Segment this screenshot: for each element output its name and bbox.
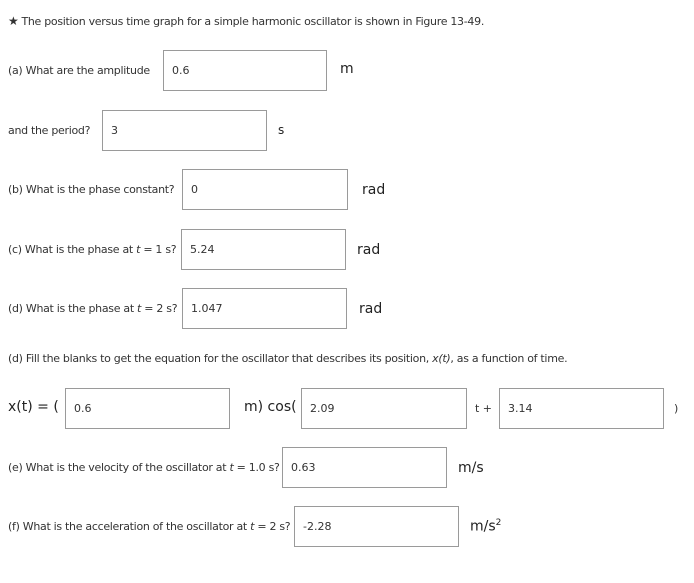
question-e-label: (e) What is the velocity of the oscillator at t = 1.0 s? <box>8 461 280 474</box>
question-d-equation-label: (d) Fill the blanks to get the equation for the oscillator that describes its position, x(t), as a function of time. <box>8 352 568 365</box>
equation-tplus-text: t + <box>475 402 493 415</box>
phase-t1-input[interactable] <box>181 229 346 270</box>
acceleration-input[interactable] <box>294 506 459 547</box>
equation-amplitude-input[interactable] <box>65 388 230 429</box>
amplitude-unit: m <box>340 61 354 77</box>
question-c-label: (c) What is the phase at t = 1 s? <box>8 243 177 256</box>
acceleration-unit: $m/s^2$ <box>470 518 502 535</box>
question-f-label: (f) What is the acceleration of the oscillator at t = 2 s? <box>8 520 291 533</box>
equation-close-paren: ) <box>674 402 679 415</box>
star-icon: ★ <box>8 14 19 28</box>
equation-cos-text: m) cos( <box>244 399 297 415</box>
period-label: and the period? <box>8 124 91 137</box>
phase-t1-unit: rad <box>357 242 381 258</box>
amplitude-input[interactable] <box>163 50 327 91</box>
phase-constant-input[interactable] <box>182 169 348 210</box>
velocity-unit: m/s <box>458 460 484 476</box>
equation-omega-input[interactable] <box>301 388 467 429</box>
question-a-label: (a) What are the amplitude <box>8 64 150 77</box>
question-d-phase-label: (d) What is the phase at t = 2 s? <box>8 302 178 315</box>
phase-constant-unit: rad <box>362 182 386 198</box>
phase-t2-unit: rad <box>359 301 383 317</box>
equation-phase-input[interactable] <box>499 388 664 429</box>
problem-statement: ★ The position versus time graph for a simple harmonic oscillator is shown in Figure 13-49. <box>8 14 485 28</box>
period-input[interactable] <box>102 110 267 151</box>
equation-lhs: x(t) = ( <box>8 399 59 415</box>
period-unit: s <box>278 123 285 137</box>
question-b-label: (b) What is the phase constant? <box>8 183 175 196</box>
velocity-input[interactable] <box>282 447 447 488</box>
phase-t2-input[interactable] <box>182 288 347 329</box>
